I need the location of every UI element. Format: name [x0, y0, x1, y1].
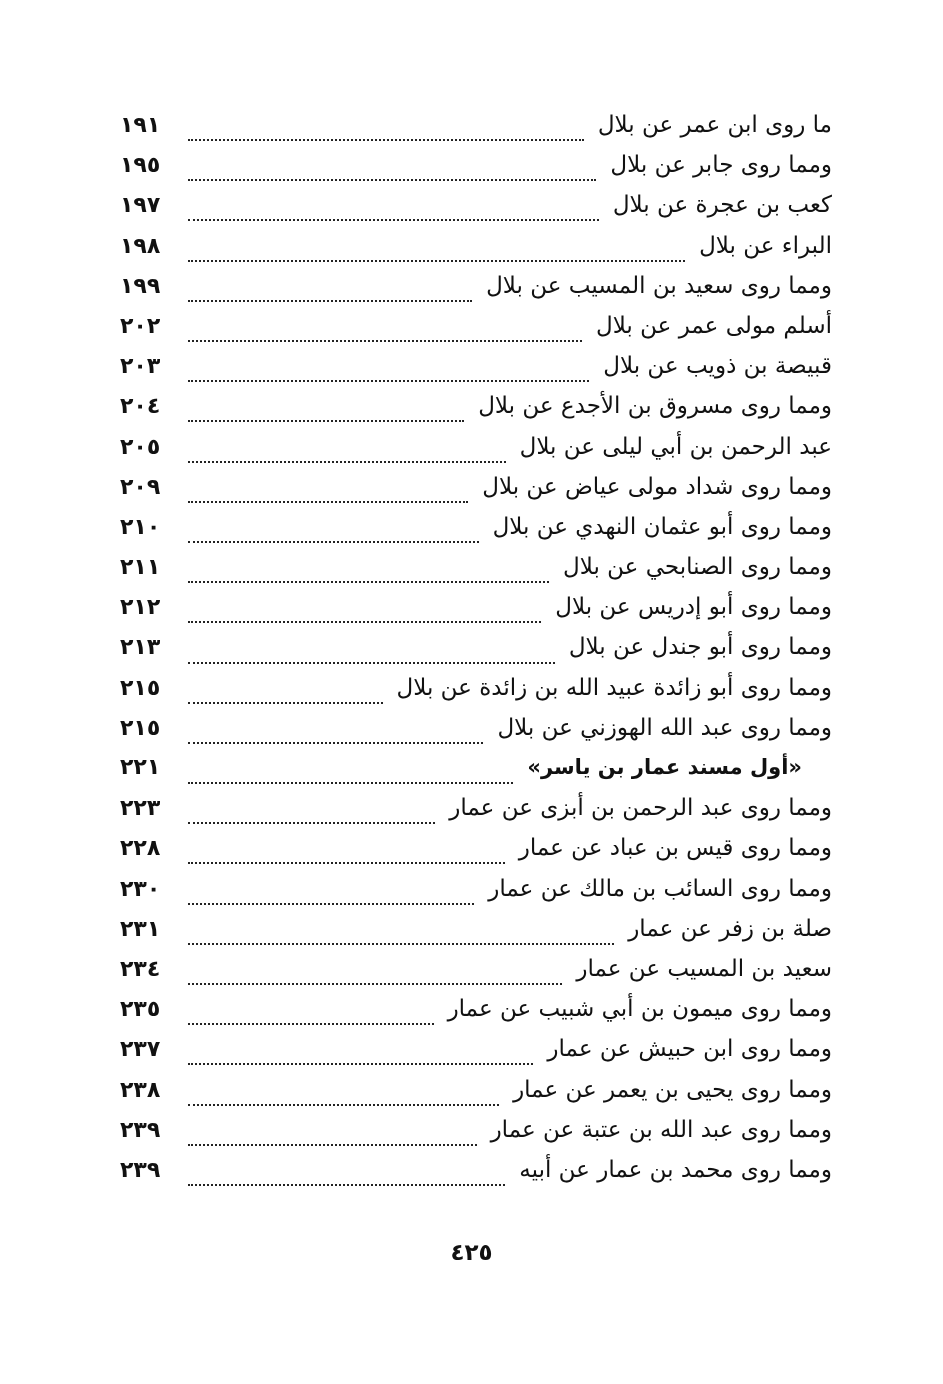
toc-entry-title: ومما روى السائب بن مالك عن عمار: [488, 875, 832, 902]
dot-leader: [188, 260, 685, 262]
toc-entry: [120, 194, 832, 234]
toc-entry-title: ومما روى عبد الله بن عتبة عن عمار: [490, 1116, 832, 1143]
dot-leader: [188, 1104, 499, 1106]
toc-entry: [120, 915, 832, 958]
toc-entry-title: ومما روى شداد مولى عياض عن بلال: [482, 473, 832, 500]
dot-leader: [188, 782, 513, 784]
dot-leader: [188, 903, 474, 905]
toc-entry: [120, 312, 832, 355]
toc-entry: [120, 395, 832, 435]
toc-entry-title: ومما روى جابر عن بلال: [610, 152, 832, 179]
toc-entry: [120, 473, 832, 516]
toc-entry: [120, 674, 832, 717]
toc-entry-page-number: ٢٣١: [120, 916, 161, 942]
dot-leader: [188, 862, 505, 864]
dot-leader: [188, 219, 599, 221]
dot-leader: [188, 943, 614, 945]
toc-entry-title: ومما روى عبد الله الهوزني عن بلال: [497, 714, 832, 741]
toc-entry-page-number: ٢٠٤: [120, 394, 161, 420]
dot-leader: [188, 1144, 477, 1146]
toc-entry-title: ومما روى أبو إدريس عن بلال: [555, 594, 832, 621]
dot-leader: [188, 300, 472, 302]
dot-leader: [188, 420, 464, 422]
toc-entry-title: ومما روى أبو عثمان النهدي عن بلال: [492, 513, 832, 540]
toc-entry: [120, 714, 832, 757]
toc-entry-page-number: ٢٢٣: [120, 796, 161, 822]
toc-entry-title: ومما روى يحيى بن يعمر عن عمار: [513, 1076, 832, 1103]
toc-entry-page-number: ٢٠٣: [120, 354, 161, 380]
toc-entry-title: عبد الرحمن بن أبي ليلى عن بلال: [519, 433, 832, 460]
dot-leader: [188, 1063, 533, 1065]
dot-leader: [188, 702, 383, 704]
toc-entry-page-number: ٢٢٨: [120, 836, 161, 862]
toc-entry-page-number: ١٩٥: [120, 153, 161, 179]
toc-entry-page-number: ٢١٥: [120, 715, 161, 741]
toc-entry-page-number: ٢١٥: [120, 675, 161, 701]
toc-entry-page-number: ٢٣٩: [120, 1117, 161, 1143]
dot-leader: [188, 139, 584, 141]
toc-entry: [120, 433, 832, 476]
dot-leader: [188, 822, 435, 824]
dot-leader: [188, 581, 549, 583]
toc-entry-page-number: ٢٣٩: [120, 1157, 161, 1183]
toc-entry: [120, 1076, 832, 1119]
toc-entry-page-number: ٢٠٥: [120, 434, 161, 460]
toc-entry-page-number: ٢٣٧: [120, 1037, 161, 1063]
toc-entry-page-number: ٢٠٢: [120, 313, 161, 339]
toc-entry: [120, 875, 832, 918]
toc-entry: [120, 1156, 832, 1199]
table-of-contents: [120, 114, 832, 1199]
dot-leader: [188, 1184, 505, 1186]
toc-entry-title: ومما روى محمد بن عمار عن أبيه: [519, 1156, 832, 1183]
toc-entry-page-number: ٢٣٤: [120, 956, 161, 982]
toc-entry-title: ومما روى مسروق بن الأجدع عن بلال: [478, 393, 832, 420]
toc-entry: [120, 837, 832, 877]
toc-entry-title: صلة بن زفر عن عمار: [628, 915, 832, 942]
toc-entry: [120, 272, 832, 315]
toc-entry: [120, 556, 832, 596]
dot-leader: [188, 340, 582, 342]
toc-entry: [120, 596, 832, 636]
toc-entry-title: ومما روى سعيد بن المسيب عن بلال: [486, 272, 832, 299]
toc-entry-title: «أول مسند عمار بن ياسر»: [527, 755, 802, 779]
dot-leader: [188, 461, 506, 463]
toc-entry-page-number: ٢١١: [120, 555, 161, 581]
dot-leader: [188, 179, 596, 181]
toc-entry-page-number: ١٩٩: [120, 273, 161, 299]
toc-entry-page-number: ١٩٨: [120, 233, 161, 259]
page-number: ٤٢٥: [450, 1240, 493, 1266]
toc-entry: [120, 513, 832, 556]
toc-entry-title: ومما روى الصنابحي عن بلال: [563, 554, 832, 581]
dot-leader: [188, 983, 562, 985]
toc-entry: [120, 955, 832, 998]
toc-entry-page-number: ٢٣٥: [120, 997, 161, 1023]
toc-entry-title: ومما روى قيس بن عباد عن عمار: [518, 835, 832, 862]
toc-entry-page-number: ١٩١: [120, 113, 161, 138]
toc-entry-title: ومما روى ابن حبيش عن عمار: [547, 1036, 832, 1063]
toc-entry-title: قبيصة بن ذويب عن بلال: [603, 353, 832, 380]
toc-entry: [120, 114, 832, 154]
toc-section-heading: [120, 757, 832, 797]
dot-leader: [188, 621, 541, 623]
toc-entry-page-number: ٢٣٨: [120, 1077, 161, 1103]
toc-entry-title: ومما روى أبو زائدة عبيد الله بن زائدة عن بلال: [396, 674, 832, 701]
dot-leader: [188, 662, 555, 664]
toc-entry: [120, 1038, 832, 1078]
toc-entry-title: سعيد بن المسيب عن عمار: [576, 955, 832, 982]
toc-entry: [120, 232, 832, 275]
toc-entry-page-number: ١٩٧: [120, 193, 161, 219]
toc-entry: [120, 797, 832, 837]
toc-entry-page-number: ٢٢١: [120, 755, 161, 780]
toc-entry-title: ومما روى عبد الرحمن بن أبزى عن عمار: [449, 795, 832, 822]
toc-entry: [120, 998, 832, 1038]
dot-leader: [188, 380, 589, 382]
toc-entry-title: ما روى ابن عمر عن بلال: [597, 112, 832, 138]
dot-leader: [188, 541, 479, 543]
toc-entry: [120, 636, 832, 676]
toc-entry-page-number: ٢٣٠: [120, 876, 161, 902]
toc-entry: [120, 1116, 832, 1159]
toc-entry-page-number: ٢١٢: [120, 595, 161, 621]
toc-entry-page-number: ٢٠٩: [120, 474, 161, 500]
dot-leader: [188, 1023, 434, 1025]
toc-entry-title: ومما روى ميمون بن أبي شبيب عن عمار: [447, 996, 832, 1023]
dot-leader: [188, 501, 468, 503]
toc-entry: [120, 355, 832, 395]
toc-entry-title: أسلم مولى عمر عن بلال: [596, 312, 832, 339]
toc-entry-page-number: ٢١٠: [120, 514, 161, 540]
toc-entry-page-number: ٢١٣: [120, 635, 161, 661]
toc-entry-title: البراء عن بلال: [699, 232, 832, 259]
dot-leader: [188, 742, 483, 744]
toc-entry-title: كعب بن عجرة عن بلال: [612, 192, 832, 219]
toc-entry: [120, 154, 832, 194]
toc-entry-title: ومما روى أبو جندل عن بلال: [568, 634, 832, 661]
